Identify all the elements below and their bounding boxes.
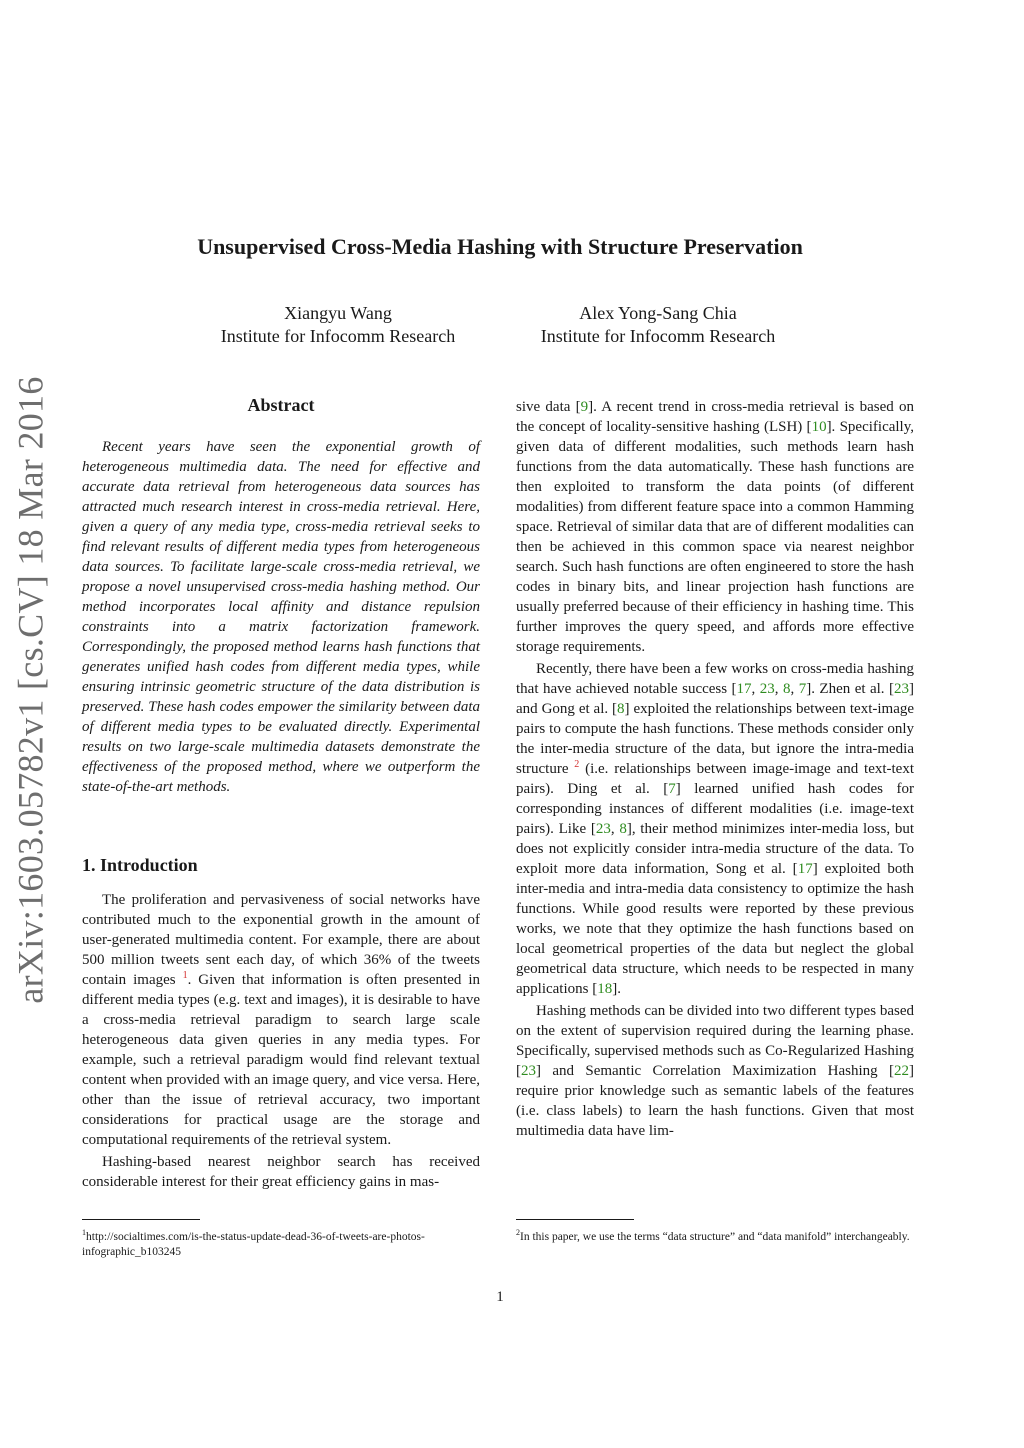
footnote-text: http://socialtimes.com/is-the-status-update-dead-36-of-tweets-are-photos-infographic_b103245 bbox=[82, 1230, 425, 1258]
citation-link[interactable]: 8 bbox=[617, 701, 625, 717]
abstract-text: Recent years have seen the exponential growth of heterogeneous multimedia data. The need for effective and accurate data retrieval from heterogeneous data sources has attracted much research interest in cross-media retrieval. Here, given a query of any media type, cross-media retrieval seeks to find relevant results of different media types from heterogeneous data sources. To facilitate large-scale cross-media retrieval, we propose a novel unsupervised cross-media hashing method. Our method incorporates local affinity and distance repulsion constraints into a matrix factorization framework. Correspondingly, the proposed method learns hash functions that generates unified hash codes from different media types, while ensuring intrinsic geometric structure of the data distribution is preserved. These hash codes empower the similarity between data of different media types to be evaluated directly. Experimental results on two large-scale multimedia datasets demonstrate the effectiveness of the proposed method, where we outperform the state-of-the-art methods. bbox=[82, 439, 480, 795]
citation-link[interactable]: 23 bbox=[894, 681, 910, 697]
footnote-number: 1 bbox=[82, 1228, 86, 1237]
footnote-number: 2 bbox=[516, 1228, 520, 1237]
citation-link[interactable]: 8 bbox=[619, 821, 627, 837]
paragraph: Recently, there have been a few works on cross-media hashing that have achieved notable success [17, 23, 8, 7]. Zhen et al. [23] and Gong et al. [8] exploited the relationships between text-image pairs to compute the hash functions. These methods consider only the inter-media structure of the data, but ignore the intra-media structure $^2$ (i.e. relationships between image-image and text-text pairs). Ding et al. [7] learned unified hash codes for corresponding instances of different modalities (i.e. image-text pairs). Like [23, 8], their method minimizes inter-media loss, but does not explicitly consider intra-media structure of the data. To exploit more data information, Song et al. [17] exploited both inter-media and intra-media data consistency to optimize the hash functions. While good results were reported by these previous works, we note that they optimize the hash functions based on local geometrical properties of the data but neglect the global geometrical data structure, which needs to be respected in many applications [18]. bbox=[516, 661, 915, 997]
paragraph: The proliferation and pervasiveness of social networks have contributed much to the exponential growth in the amount of user-generated multimedia content. For example, there are about 500 million tweets sent each day, of which 36% of the tweets contain images $^1$. Given that information is often presented in different media types (e.g. text and images), it is desirable to have a cross-media retrieval paradigm to search large scale heterogeneous data given queries in any media types. For example, such a retrieval paradigm would find relevant textual content when provided with an image query, and vice versa. Here, other than the issue of retrieval accuracy, two important considerations for practical usage are the storage and computational requirements of the retrieval system. bbox=[82, 892, 481, 1148]
paper-title: Unsupervised Cross-Media Hashing with Structure Preservation bbox=[197, 234, 803, 259]
paragraph: Hashing-based nearest neighbor search has received considerable interest for their great efficiency gains in mas- bbox=[82, 1154, 480, 1190]
page-number: 1 bbox=[496, 1289, 504, 1305]
arxiv-side-stamp bbox=[0, 376, 62, 1004]
citation-link[interactable]: 18 bbox=[597, 981, 613, 997]
citation-link[interactable]: 23 bbox=[595, 821, 611, 837]
author-affiliation: Institute for Infocomm Research bbox=[540, 326, 776, 346]
citation-link[interactable]: 10 bbox=[811, 419, 827, 435]
citation-link[interactable]: 7 bbox=[798, 681, 807, 697]
citation-link[interactable]: 9 bbox=[580, 399, 589, 415]
footnote-rule bbox=[516, 1219, 634, 1220]
author-affiliation: Institute for Infocomm Research bbox=[220, 326, 456, 346]
citation-link[interactable]: 17 bbox=[797, 861, 813, 877]
citation-link[interactable]: 8 bbox=[782, 681, 791, 697]
citation-link[interactable]: 22 bbox=[894, 1063, 909, 1079]
author-block-2 bbox=[478, 302, 838, 348]
footnote-right bbox=[516, 1225, 914, 1245]
introduction-body bbox=[82, 890, 480, 1192]
footnote-left bbox=[82, 1225, 480, 1260]
citation-link[interactable]: 23 bbox=[521, 1063, 536, 1079]
author-name: Xiangyu Wang bbox=[284, 303, 392, 323]
section-heading-introduction: 1. Introduction bbox=[82, 855, 198, 875]
footnote-mark[interactable]: 1 bbox=[182, 970, 188, 981]
citation-link[interactable]: 7 bbox=[668, 781, 676, 797]
right-column-body bbox=[516, 397, 914, 1141]
citation-link[interactable]: 23 bbox=[759, 681, 775, 697]
author-block-1 bbox=[158, 302, 518, 348]
paragraph: Hashing methods can be divided into two different types based on the extent of supervision required during the learning phase. Specifically, supervised methods such as Co-Regularized Hashing [23] and Semantic Correlation Maximization Hashing [22] require prior knowledge such as semantic labels of the features (i.e. class labels) to learn the hash functions. Given that most multimedia data have lim- bbox=[516, 1003, 914, 1139]
citation-link[interactable]: 17 bbox=[736, 681, 752, 697]
arxiv-id: arXiv:1603.05782v1 [cs.CV] 18 Mar 2016 bbox=[11, 376, 52, 1004]
abstract-heading: Abstract bbox=[247, 395, 315, 415]
footnote-text: In this paper, we use the terms “data structure” and “data manifold” interchangeably. bbox=[520, 1230, 910, 1243]
footnote-mark[interactable]: 2 bbox=[574, 759, 580, 770]
footnote-rule bbox=[82, 1219, 200, 1220]
author-name: Alex Yong-Sang Chia bbox=[579, 303, 737, 323]
paragraph: sive data [9]. A recent trend in cross-media retrieval is based on the concept of locality-sensitive hashing (LSH) [10]. Specifically, given data of different modalities, such methods learn hash functions from the data automatically. These hash functions are then exploited to transform the data points (of different modalities) from different feature space into a common Hamming space. Retrieval of similar data that are of different modalities can then be achieved in this common space via nearest neighbor search. Such hash functions are often engineered to store the hash codes in binary bits, and linear projection hash functions are usually preferred because of their efficiency in hashing time. This further improves the query speed, and affords more effective storage requirements. bbox=[516, 399, 914, 655]
